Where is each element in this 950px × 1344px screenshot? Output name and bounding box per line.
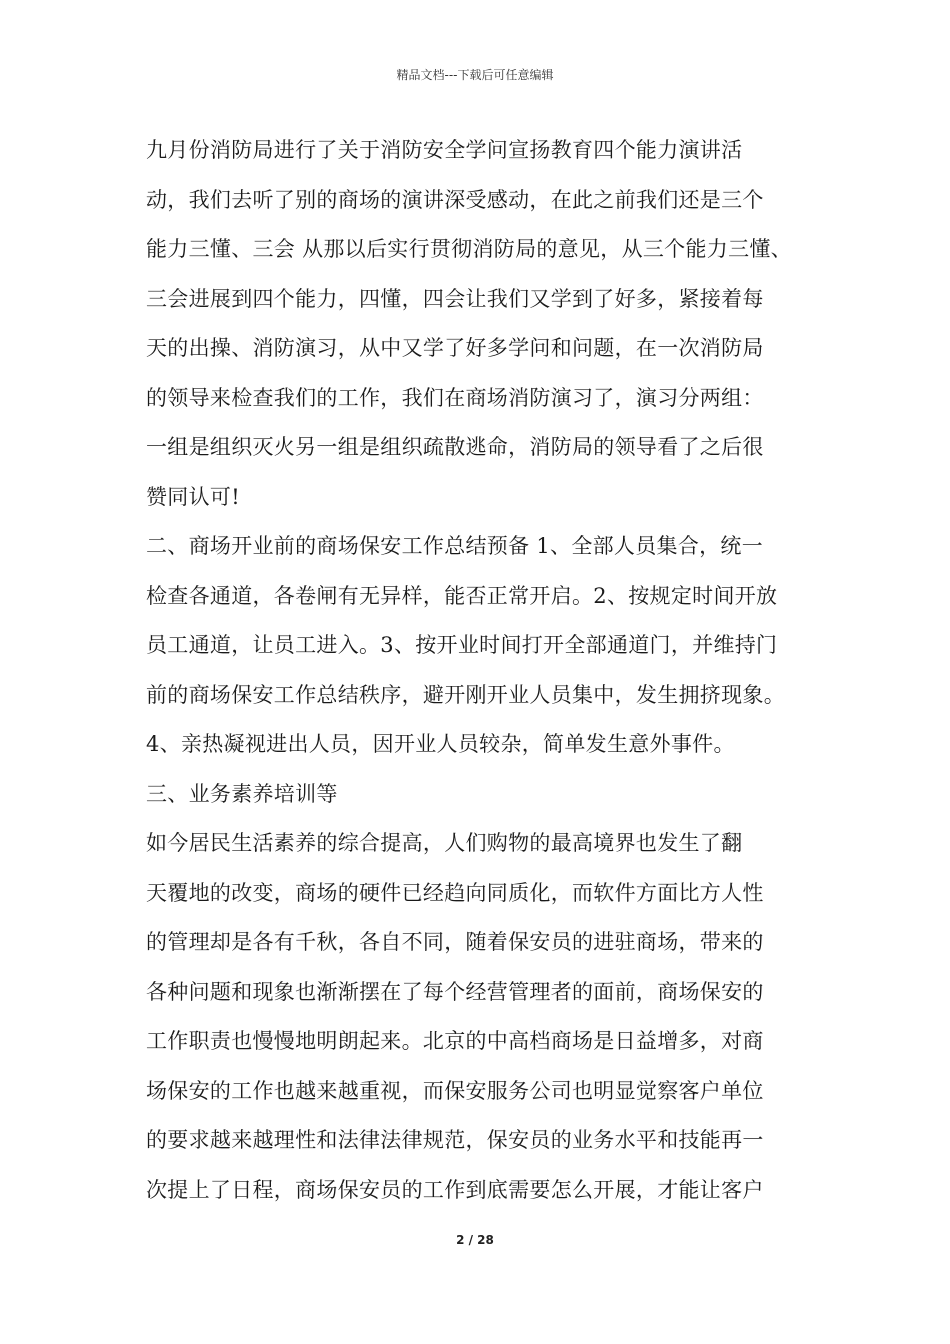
text-line: 前的商场保安工作总结秩序，避开刚开业人员集中，发生拥挤现象。 bbox=[146, 682, 785, 707]
text-line: 4、亲热凝视进出人员，因开业人员较杂，简单发生意外事件。 bbox=[146, 732, 735, 756]
text-line: 一组是组织灭火另一组是组织疏散逃命，消防局的领导看了之后很 bbox=[146, 435, 764, 459]
text-line: 的领导来检查我们的工作，我们在商场消防演习了，演习分两组： bbox=[146, 385, 764, 410]
text-line: 的要求越来越理性和法律法律规范，保安员的业务水平和技能再一 bbox=[146, 1128, 764, 1152]
page-number: 2 / 28 bbox=[456, 1233, 494, 1247]
text-line: 如今居民生活素养的综合提高，人们购物的最高境界也发生了翻 bbox=[146, 831, 743, 855]
text-line: 二、商场开业前的商场保安工作总结预备 1、全部人员集合，统一 bbox=[146, 534, 764, 558]
text-line: 九月份消防局进行了关于消防安全学问宣扬教育四个能力演讲活 bbox=[146, 138, 743, 162]
text-line: 三会进展到四个能力，四懂，四会让我们又学到了好多，紧接着每 bbox=[146, 286, 764, 311]
text-line: 各种问题和现象也渐渐摆在了每个经营管理者的面前，商场保安的 bbox=[146, 979, 764, 1004]
document-body bbox=[146, 126, 826, 1215]
text-line: 能力三懂、三会 从那以后实行贯彻消防局的意见，从三个能力三懂、 bbox=[146, 237, 792, 261]
text-line: 的管理却是各有千秋，各自不同，随着保安员的进驻商场，带来的 bbox=[146, 930, 764, 954]
text-line: 检查各通道，各卷闸有无异样，能否正常开启。2、按规定时间开放 bbox=[146, 583, 778, 608]
text-line: 员工通道，让员工进入。3、按开业时间打开全部通道门，并维持门 bbox=[146, 633, 778, 657]
text-line: 工作职责也慢慢地明朗起来。北京的中高档商场是日益增多，对商 bbox=[146, 1029, 764, 1053]
text-line: 天的出操、消防演习，从中又学了好多学问和问题，在一次消防局 bbox=[146, 336, 764, 360]
text-line: 三、业务素养培训等 bbox=[146, 781, 338, 806]
text-line: 天覆地的改变，商场的硬件已经趋向同质化，而软件方面比方人性 bbox=[146, 880, 764, 905]
page-header: 精品文档---下载后可任意编辑 bbox=[396, 68, 554, 82]
text-line: 场保安的工作也越来越重视，而保安服务公司也明显觉察客户单位 bbox=[146, 1078, 764, 1103]
text-line: 动，我们去听了别的商场的演讲深受感动，在此之前我们还是三个 bbox=[146, 187, 764, 212]
text-line: 次提上了日程，商场保安员的工作到底需要怎么开展，才能让客户 bbox=[146, 1177, 764, 1202]
text-line: 赞同认可! bbox=[146, 484, 240, 509]
